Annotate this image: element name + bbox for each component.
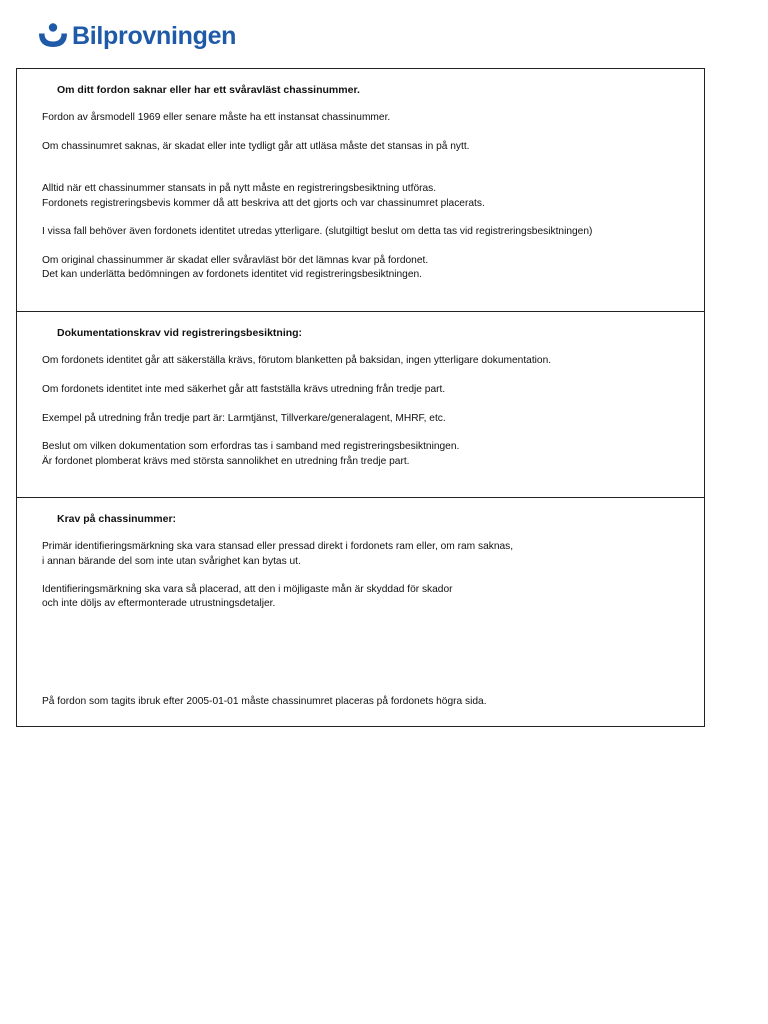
section-chassis-number-requirements — [17, 498, 704, 728]
paragraph-line: Om original chassinummer är skadat eller svåravläst bör det lämnas kvar på fordonet. — [42, 255, 429, 266]
paragraph-line: På fordon som tagits ibruk efter 2005-01-01 måste chassinumret placeras på fordonets högra sida. — [42, 696, 487, 707]
paragraph-line: Beslut om vilken dokumentation som erfordras tas i samband med registreringsbesiktningen. — [42, 441, 460, 452]
section-heading: Om ditt fordon saknar eller har ett svåravläst chassinummer. — [57, 84, 360, 96]
bilprovningen-logo — [38, 18, 236, 54]
paragraph-line: Identifieringsmärkning ska vara så placerad, att den i möjligaste mån är skyddad för skador — [42, 584, 453, 595]
section-missing-chassis-number — [17, 69, 704, 312]
brand-name: Bilprovningen — [72, 22, 237, 50]
paragraph-line: Om chassinumret saknas, är skadat eller inte tydligt går att utläsa måste det stansas in på nytt. — [42, 141, 470, 152]
info-sheet — [16, 68, 705, 727]
paragraph-line: Om fordonets identitet inte med säkerhet går att fastställa krävs utredning från tredje part. — [42, 384, 446, 395]
bilprovningen-logo-icon — [38, 21, 68, 51]
paragraph-line: Primär identifieringsmärkning ska vara stansad eller pressad direkt i fordonets ram eller, om ram saknas, — [42, 541, 514, 552]
paragraph-line: Fordon av årsmodell 1969 eller senare måste ha ett instansat chassinummer. — [42, 112, 391, 123]
paragraph-line: I vissa fall behöver även fordonets identitet utredas ytterligare. (slutgiltigt beslut om detta tas vid registreringsbesiktningen) — [42, 226, 593, 237]
section-heading: Krav på chassinummer: — [57, 513, 177, 525]
paragraph-line: Exempel på utredning från tredje part är: Larmtjänst, Tillverkare/generalagent, MHRF, etc. — [42, 413, 446, 424]
paragraph-line: och inte döljs av eftermonterade utrustningsdetaljer. — [42, 598, 276, 609]
paragraph-line: Är fordonet plomberat krävs med största sannolikhet en utredning från tredje part. — [42, 456, 410, 467]
section-heading: Dokumentationskrav vid registreringsbesiktning: — [57, 327, 303, 339]
section-documentation-requirements — [17, 312, 704, 498]
paragraph-line: Det kan underlätta bedömningen av fordonets identitet vid registreringsbesiktningen. — [42, 269, 423, 280]
paragraph-line: Alltid när ett chassinummer stansats in på nytt måste en registreringsbesiktning utföras. — [42, 183, 437, 194]
paragraph-line: Om fordonets identitet går att säkerställa krävs, förutom blanketten på baksidan, ingen ytterligare dokumentation. — [42, 355, 552, 366]
paragraph-line: Fordonets registreringsbevis kommer då att beskriva att det gjorts och var chassinumret placerats. — [42, 198, 485, 209]
paragraph-line: i annan bärande del som inte utan svårighet kan bytas ut. — [42, 556, 301, 567]
